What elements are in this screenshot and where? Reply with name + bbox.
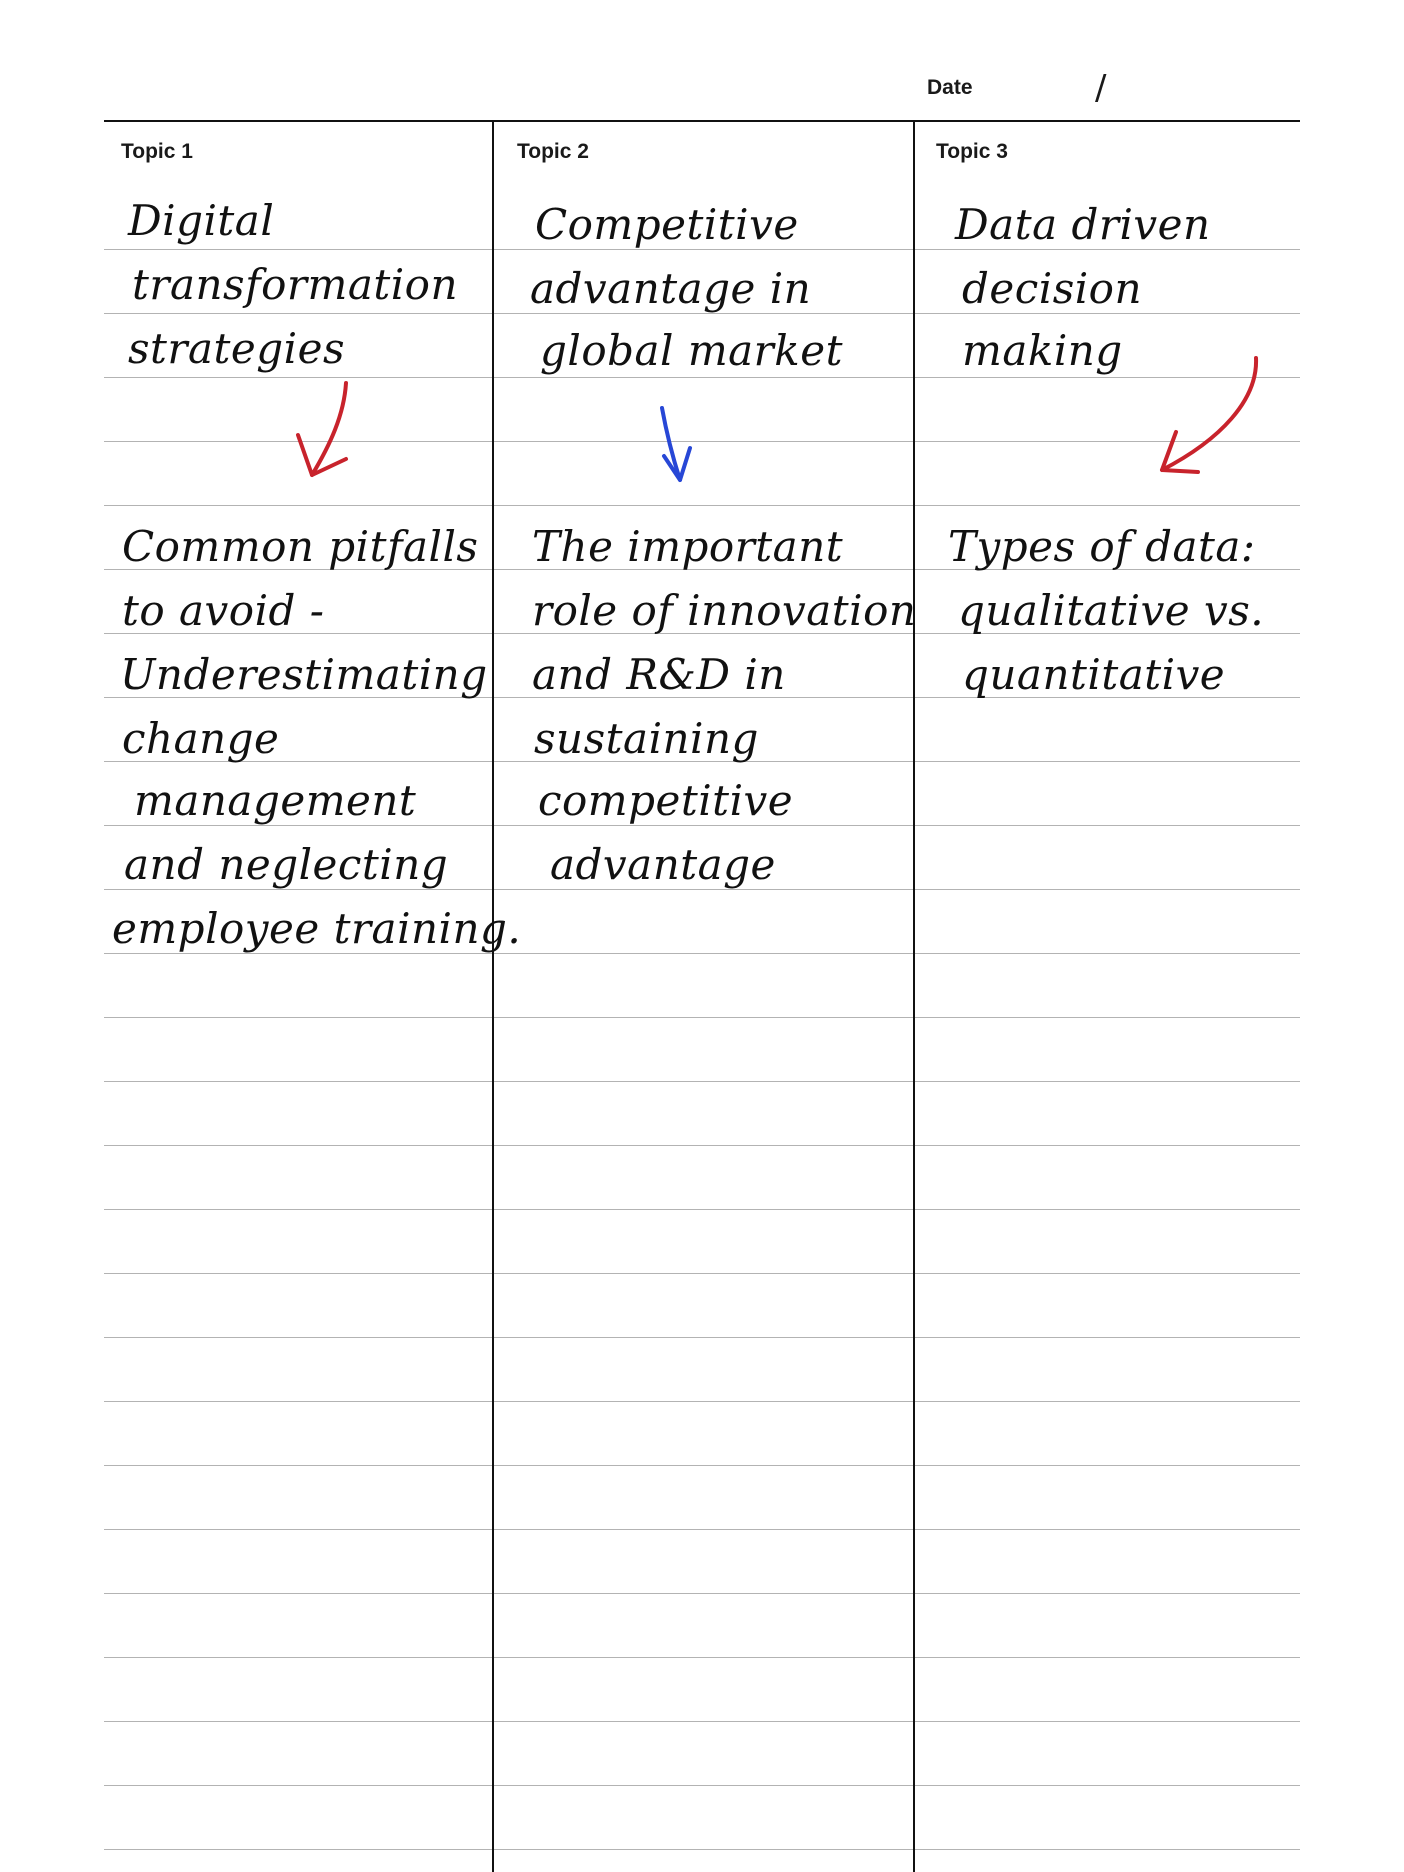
ruled-line: [104, 889, 1300, 890]
topic-2-note-line: The important: [532, 522, 844, 571]
topic-3-title-line: making: [962, 326, 1123, 375]
topic-1-title-line: strategies: [128, 324, 346, 373]
ruled-line: [104, 1721, 1300, 1722]
topic-3-title-line: Data driven: [955, 200, 1211, 249]
topic-2-title-line: global market: [540, 326, 843, 375]
ruled-line: [104, 505, 1300, 506]
ruled-line: [104, 953, 1300, 954]
ruled-line: [104, 1145, 1300, 1146]
topic-3-title-line: decision: [962, 264, 1143, 313]
arrow-down-left-icon: [1140, 350, 1270, 480]
date-label: Date: [927, 76, 973, 99]
topic-2-note-line: and R&D in: [532, 650, 786, 699]
topic-1-title-line: transformation: [132, 260, 459, 309]
topic-2-note-line: role of innovation: [532, 586, 917, 635]
arrow-down-icon: [650, 400, 700, 490]
ruled-line: [104, 1081, 1300, 1082]
ruled-line: [104, 313, 1300, 314]
ruled-line: [104, 1337, 1300, 1338]
topic-1-note-line: to avoid -: [122, 586, 325, 635]
ruled-line: [104, 1593, 1300, 1594]
topic-3-label: Topic 3: [936, 140, 1008, 163]
ruled-line: [104, 1849, 1300, 1850]
column-divider-2: [913, 120, 915, 1872]
header-rule: [104, 120, 1300, 122]
topic-1-note-line: and neglecting: [124, 840, 449, 889]
topic-1-label: Topic 1: [121, 140, 193, 163]
ruled-line: [104, 377, 1300, 378]
topic-2-label: Topic 2: [517, 140, 589, 163]
topic-1-note-line: change: [122, 714, 280, 763]
topic-1-title-line: Digital: [128, 196, 275, 245]
arrow-down-icon: [290, 375, 360, 485]
topic-1-note-line: management: [134, 776, 417, 825]
topic-1-note-line: Underestimating: [120, 650, 488, 699]
ruled-line: [104, 1785, 1300, 1786]
topic-2-title-line: advantage in: [530, 264, 812, 313]
topic-2-note-line: advantage: [550, 840, 776, 889]
ruled-line: [104, 1017, 1300, 1018]
topic-2-note-line: sustaining: [534, 714, 759, 763]
topic-3-note-line: Types of data:: [948, 522, 1256, 571]
ruled-line: [104, 1273, 1300, 1274]
ruled-line: [104, 1401, 1300, 1402]
topic-1-note-line: Common pitfalls: [122, 522, 479, 571]
date-value[interactable]: /: [1095, 68, 1107, 108]
topic-1-note-line: employee training.: [112, 904, 522, 953]
ruled-line: [104, 825, 1300, 826]
ruled-line: [104, 1657, 1300, 1658]
ruled-line: [104, 1529, 1300, 1530]
topic-3-note-line: quantitative: [962, 650, 1226, 699]
ruled-line: [104, 1465, 1300, 1466]
topic-2-title-line: Competitive: [535, 200, 799, 249]
topic-2-note-line: competitive: [538, 776, 794, 825]
ruled-line: [104, 1209, 1300, 1210]
column-divider-1: [492, 120, 494, 1872]
ruled-line: [104, 441, 1300, 442]
topic-3-note-line: qualitative vs.: [958, 586, 1265, 635]
ruled-line: [104, 249, 1300, 250]
